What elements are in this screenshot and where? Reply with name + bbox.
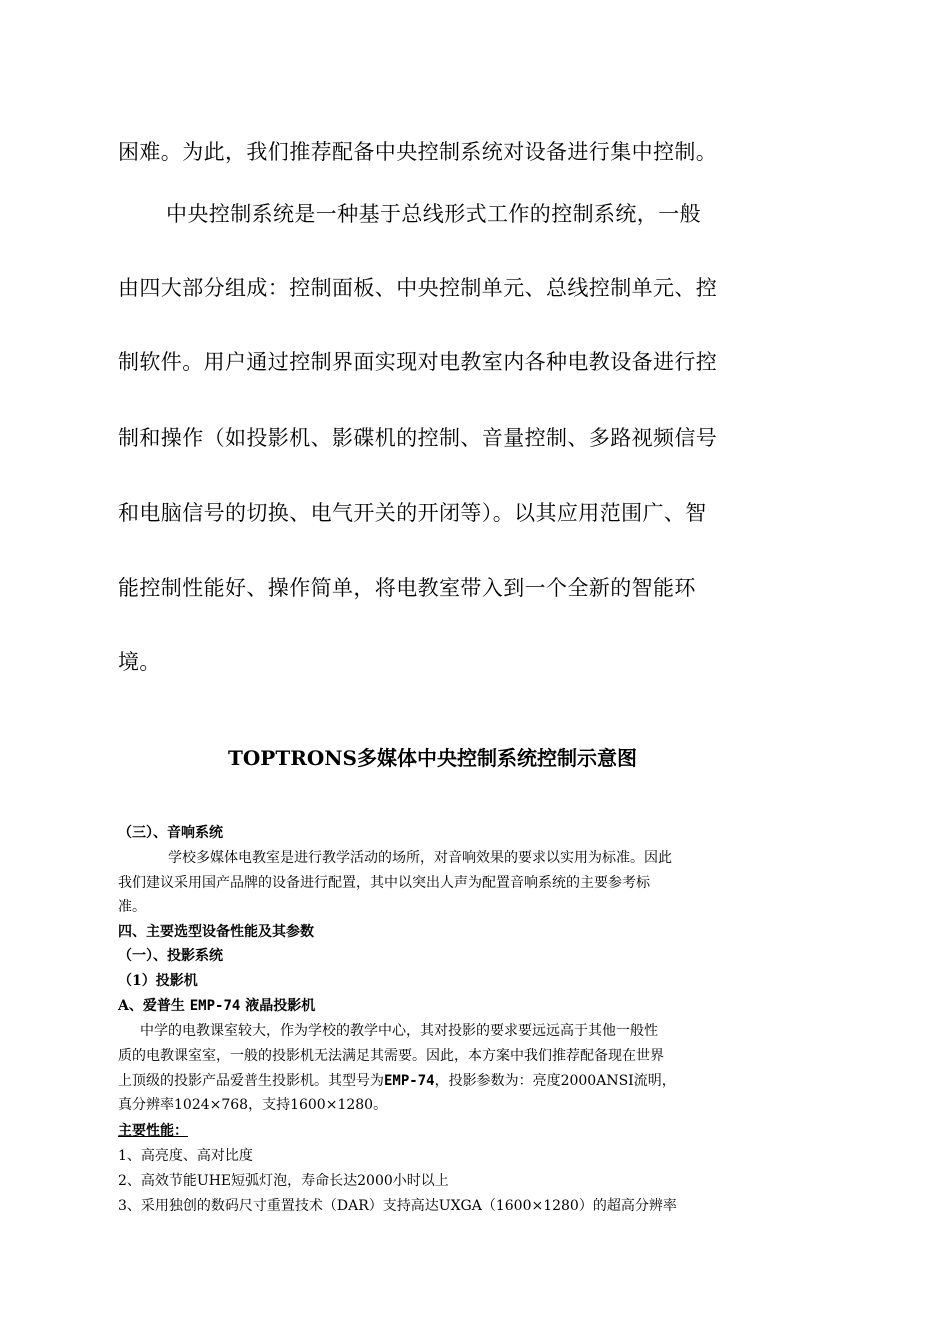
body-line-8: 境。 (118, 650, 161, 674)
body-line-4: 制软件。用户通过控制界面实现对电教室内各种电教设备进行控 (118, 350, 718, 374)
projector-heading: （1）投影机 (118, 973, 198, 989)
model-heading (118, 996, 315, 1016)
body-line-3: 由四大部分组成：控制面板、中央控制单元、总线控制单元、控 (118, 276, 718, 300)
model-heading-model: EMP-74 (189, 998, 241, 1014)
features-heading: 主要性能： (118, 1123, 188, 1139)
body-line-1: 困难。为此，我们推荐配备中央控制系统对设备进行集中控制。 (118, 140, 718, 164)
projector-para-line-3-a: 上顶级的投影产品爱普生投影机。其型号为 (118, 1073, 384, 1089)
feature-item: 3、采用独创的数码尺寸重置技术（DAR）支持高达UXGA（1600×1280）的超高分辨率 (118, 1198, 677, 1214)
feature-item: 1、高亮度、高对比度 (118, 1148, 253, 1164)
projector-para-line-4: 真分辨率1024×768，支持1600×1280。 (118, 1097, 388, 1113)
body-line-5: 制和操作（如投影机、影碟机的控制、音量控制、多路视频信号 (118, 426, 718, 450)
body-line-7: 能控制性能好、操作简单，将电教室带入到一个全新的智能环 (118, 576, 696, 600)
projector-model-code: EMP-74 (384, 1073, 435, 1089)
audio-para-line-1: 学校多媒体电教室是进行教学活动的场所，对音响效果的要求以实用为标准。因此 (168, 850, 672, 866)
audio-para-line-3: 准。 (118, 899, 146, 915)
audio-para-line-2: 我们建议采用国产品牌的设备进行配置，其中以突出人声为配置音响系统的主要参考标 (118, 875, 650, 891)
diagram-title: TOPTRONS多媒体中央控制系统控制示意图 (228, 746, 637, 770)
projector-para-line-3 (118, 1071, 676, 1091)
model-heading-prefix: A、爱普生 (118, 998, 190, 1014)
feature-item: 2、高效节能UHE短弧灯泡，寿命长达2000小时以上 (118, 1173, 449, 1189)
section4-heading: 四、主要选型设备性能及其参数 (118, 924, 314, 940)
projection-system-heading: （一）、投影系统 (118, 948, 223, 964)
body-line-6: 和电脑信号的切换、电气开关的开闭等）。以其应用范围广、智 (118, 501, 707, 525)
projector-para-line-3-b: ，投影参数为：亮度2000ANSI流明， (434, 1073, 676, 1089)
model-heading-suffix: 液晶投影机 (240, 998, 316, 1014)
projector-para-line-2: 质的电教课室室，一般的投影机无法满足其需要。因此，本方案中我们推荐配备现在世界 (118, 1048, 664, 1064)
body-line-2: 中央控制系统是一种基于总线形式工作的控制系统，一般 (166, 202, 701, 226)
audio-heading: （三）、音响系统 (118, 825, 223, 841)
projector-para-line-1: 中学的电教课室较大，作为学校的教学中心，其对投影的要求要远远高于其他一般性 (140, 1023, 658, 1039)
